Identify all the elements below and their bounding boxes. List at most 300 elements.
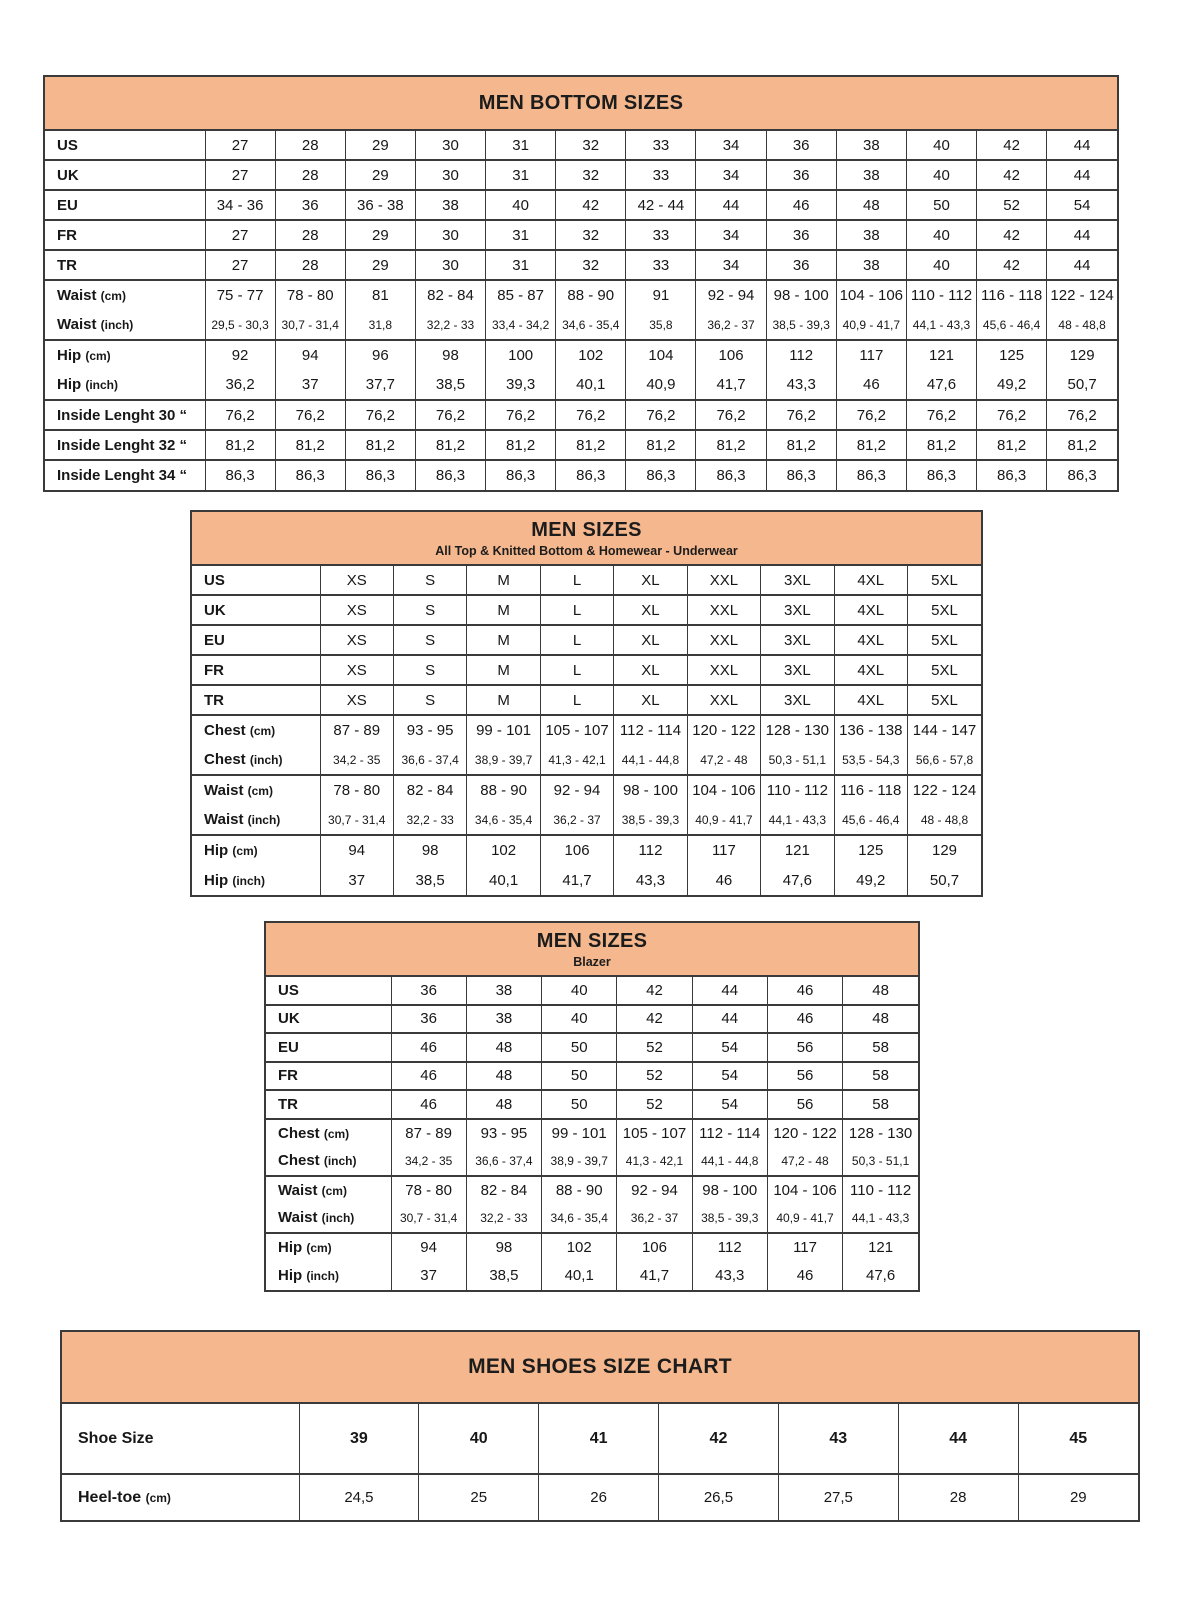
size-cell: 76,2 xyxy=(415,400,485,430)
table-row xyxy=(45,370,1117,400)
size-cell: 48 - 48,8 xyxy=(908,805,982,835)
size-cell: 40,1 xyxy=(467,865,540,895)
size-cell: 44,1 - 44,8 xyxy=(692,1147,767,1176)
size-cell: 88 - 90 xyxy=(542,1176,617,1205)
size-cell: 4XL xyxy=(834,595,907,625)
table-row xyxy=(192,805,981,835)
size-cell: 46 xyxy=(767,1261,842,1290)
size-cell: 122 - 124 xyxy=(1047,280,1117,310)
size-cell: 44 xyxy=(1047,250,1117,280)
size-cell: 34,6 - 35,4 xyxy=(542,1204,617,1233)
size-cell: 36 xyxy=(275,190,345,220)
size-cell: 102 xyxy=(556,340,626,370)
size-cell: 81,2 xyxy=(836,430,906,460)
size-cell: S xyxy=(393,595,466,625)
size-cell: 81,2 xyxy=(486,430,556,460)
size-cell: 38,5 xyxy=(466,1261,541,1290)
size-cell: 39,3 xyxy=(486,370,556,400)
size-cell: 87 - 89 xyxy=(391,1119,466,1148)
size-cell: 117 xyxy=(767,1233,842,1262)
size-cell: 128 - 130 xyxy=(843,1119,918,1148)
table-row xyxy=(192,625,981,655)
table-row xyxy=(45,190,1117,220)
size-cell: 121 xyxy=(906,340,976,370)
size-cell: 34 - 36 xyxy=(205,190,275,220)
size-cell: 47,2 - 48 xyxy=(767,1147,842,1176)
size-cell: 81 xyxy=(345,280,415,310)
size-cell: 112 - 114 xyxy=(614,715,687,745)
size-cell: 4XL xyxy=(834,685,907,715)
row-label: Chest (inch) xyxy=(204,751,283,768)
size-cell: 76,2 xyxy=(836,400,906,430)
size-cell: 38,5 - 39,3 xyxy=(692,1204,767,1233)
size-cell: 36 xyxy=(766,160,836,190)
size-cell: 81,2 xyxy=(696,430,766,460)
table-row xyxy=(62,1403,1138,1474)
size-cell: 38 xyxy=(466,976,541,1005)
size-cell: 94 xyxy=(275,340,345,370)
size-cell: 92 - 94 xyxy=(696,280,766,310)
size-cell: 81,2 xyxy=(977,430,1047,460)
table-row xyxy=(192,595,981,625)
size-cell: 81,2 xyxy=(906,430,976,460)
size-cell: 50 xyxy=(906,190,976,220)
size-cell: 76,2 xyxy=(696,400,766,430)
table-row xyxy=(266,1204,918,1233)
size-cell: 31 xyxy=(486,160,556,190)
row-label-unit: (cm) xyxy=(306,1240,332,1255)
size-cell: 85 - 87 xyxy=(486,280,556,310)
size-cell: 5XL xyxy=(908,565,982,595)
table-row xyxy=(45,310,1117,340)
row-label: US xyxy=(45,130,205,160)
table-subtitle: All Top & Knitted Bottom & Homewear - Underwear xyxy=(435,543,738,558)
size-cell: XL xyxy=(614,595,687,625)
size-cell: 105 - 107 xyxy=(617,1119,692,1148)
size-cell: 102 xyxy=(542,1233,617,1262)
size-cell: XL xyxy=(614,565,687,595)
row-label: TR xyxy=(266,1090,391,1119)
row-label: Waist (cm) xyxy=(45,280,205,310)
men-sizes-blazer-table xyxy=(264,921,920,1292)
table-row xyxy=(45,130,1117,160)
size-cell: 120 - 122 xyxy=(687,715,760,745)
size-cell: 54 xyxy=(692,1033,767,1062)
table-row xyxy=(192,775,981,805)
size-cell: 44,1 - 43,3 xyxy=(761,805,834,835)
size-cell: S xyxy=(393,565,466,595)
size-cell: 81,2 xyxy=(205,430,275,460)
size-cell: 128 - 130 xyxy=(761,715,834,745)
row-label: US xyxy=(266,976,391,1005)
size-cell: 40 xyxy=(419,1403,539,1474)
row-label: FR xyxy=(266,1062,391,1091)
size-grid xyxy=(266,975,918,1290)
size-cell: 98 - 100 xyxy=(766,280,836,310)
size-cell: 56 xyxy=(767,1033,842,1062)
row-label-unit: (cm) xyxy=(321,1183,347,1198)
size-cell: XXL xyxy=(687,625,760,655)
size-cell: 42 xyxy=(659,1403,779,1474)
table-row xyxy=(192,685,981,715)
size-cell: 38 xyxy=(836,130,906,160)
size-cell: 44 xyxy=(692,1005,767,1034)
size-cell: 40,1 xyxy=(556,370,626,400)
size-cell: 48 xyxy=(466,1033,541,1062)
size-cell: 106 xyxy=(696,340,766,370)
size-cell: 44 xyxy=(1047,220,1117,250)
size-cell: 44 xyxy=(1047,160,1117,190)
size-cell: 116 - 118 xyxy=(834,775,907,805)
size-cell: 39 xyxy=(299,1403,419,1474)
size-cell: 46 xyxy=(766,190,836,220)
size-cell: 82 - 84 xyxy=(393,775,466,805)
row-label-unit: (cm) xyxy=(145,1490,171,1505)
size-cell: XXL xyxy=(687,655,760,685)
size-cell: 4XL xyxy=(834,625,907,655)
size-cell: 41,3 - 42,1 xyxy=(617,1147,692,1176)
size-cell: 56 xyxy=(767,1062,842,1091)
size-cell: XS xyxy=(320,565,393,595)
size-cell: 36,2 xyxy=(205,370,275,400)
row-label-unit: (inch) xyxy=(306,1268,340,1283)
size-cell: 102 xyxy=(467,835,540,865)
size-cell: 92 - 94 xyxy=(540,775,613,805)
size-cell: XS xyxy=(320,595,393,625)
size-cell: 100 xyxy=(486,340,556,370)
size-cell: 29 xyxy=(345,250,415,280)
men-shoes-size-chart-table xyxy=(60,1330,1140,1522)
size-cell: 31 xyxy=(486,130,556,160)
size-cell: 81,2 xyxy=(626,430,696,460)
size-cell: 50,7 xyxy=(908,865,982,895)
size-cell: 48 - 48,8 xyxy=(1047,310,1117,340)
size-cell: 41 xyxy=(539,1403,659,1474)
size-cell: 28 xyxy=(898,1474,1018,1520)
size-cell: 96 xyxy=(345,340,415,370)
size-cell: 37 xyxy=(275,370,345,400)
size-cell: S xyxy=(393,655,466,685)
table-subtitle: Blazer xyxy=(573,954,611,969)
table-row xyxy=(266,1005,918,1034)
size-cell: 78 - 80 xyxy=(391,1176,466,1205)
size-cell: L xyxy=(540,565,613,595)
size-cell: 81,2 xyxy=(275,430,345,460)
size-cell: 78 - 80 xyxy=(275,280,345,310)
size-cell: 82 - 84 xyxy=(466,1176,541,1205)
row-label: Hip (inch) xyxy=(204,871,266,889)
table-header-band xyxy=(62,1332,1138,1402)
size-cell: 31 xyxy=(486,250,556,280)
size-cell: 35,8 xyxy=(626,310,696,340)
size-cell: 50,7 xyxy=(1047,370,1117,400)
size-cell: 122 - 124 xyxy=(908,775,982,805)
size-cell: 32,2 - 33 xyxy=(415,310,485,340)
row-label: Shoe Size xyxy=(62,1403,299,1474)
size-cell: 3XL xyxy=(761,565,834,595)
size-grid xyxy=(62,1402,1138,1520)
size-cell: 76,2 xyxy=(486,400,556,430)
size-cell: 92 - 94 xyxy=(617,1176,692,1205)
table-row xyxy=(266,1033,918,1062)
size-cell: L xyxy=(540,685,613,715)
size-cell: 40 xyxy=(906,160,976,190)
size-cell: 78 - 80 xyxy=(320,775,393,805)
size-cell: 40 xyxy=(906,130,976,160)
size-cell: 76,2 xyxy=(275,400,345,430)
size-cell: 129 xyxy=(908,835,982,865)
row-label: Inside Lenght 30 “ xyxy=(45,400,205,430)
table-row xyxy=(192,565,981,595)
size-cell: 38,5 xyxy=(415,370,485,400)
size-cell: 34,6 - 35,4 xyxy=(556,310,626,340)
row-label: Chest (cm) xyxy=(192,715,320,745)
size-cell: 34 xyxy=(696,130,766,160)
size-cell: 40,9 - 41,7 xyxy=(767,1204,842,1233)
row-label: Hip (inch) xyxy=(57,376,119,393)
size-cell: 44,1 - 43,3 xyxy=(906,310,976,340)
row-label: TR xyxy=(192,685,320,715)
size-cell: 98 - 100 xyxy=(692,1176,767,1205)
size-cell: 26,5 xyxy=(659,1474,779,1520)
size-cell: 110 - 112 xyxy=(843,1176,918,1205)
size-cell: 40,9 - 41,7 xyxy=(836,310,906,340)
row-label: Heel-toe (cm) xyxy=(62,1474,299,1520)
table-row xyxy=(266,1062,918,1091)
size-cell: 88 - 90 xyxy=(467,775,540,805)
size-cell: 42 xyxy=(617,976,692,1005)
size-cell: 53,5 - 54,3 xyxy=(834,745,907,775)
size-cell: 50,3 - 51,1 xyxy=(843,1147,918,1176)
size-cell: 40,9 - 41,7 xyxy=(687,805,760,835)
size-cell: XS xyxy=(320,685,393,715)
size-cell: 40 xyxy=(542,976,617,1005)
size-cell: 34 xyxy=(696,160,766,190)
size-cell: 104 - 106 xyxy=(836,280,906,310)
size-cell: 5XL xyxy=(908,685,982,715)
size-cell: 41,7 xyxy=(540,865,613,895)
size-cell: 30 xyxy=(415,250,485,280)
size-cell: XXL xyxy=(687,595,760,625)
size-cell: 40 xyxy=(906,220,976,250)
size-cell: 105 - 107 xyxy=(540,715,613,745)
size-cell: 125 xyxy=(977,340,1047,370)
size-cell: 91 xyxy=(626,280,696,310)
size-cell: 36 - 38 xyxy=(345,190,415,220)
size-cell: 104 xyxy=(626,340,696,370)
size-cell: 38 xyxy=(466,1005,541,1034)
size-cell: 50 xyxy=(542,1062,617,1091)
size-cell: 32 xyxy=(556,130,626,160)
size-cell: 45 xyxy=(1018,1403,1138,1474)
size-grid xyxy=(192,564,981,895)
size-cell: 98 xyxy=(415,340,485,370)
row-label: Hip (inch) xyxy=(278,1266,340,1284)
size-cell: 42 xyxy=(977,250,1047,280)
size-cell: 36,6 - 37,4 xyxy=(466,1147,541,1176)
size-cell: 117 xyxy=(836,340,906,370)
size-cell: 42 xyxy=(617,1005,692,1034)
size-cell: 33 xyxy=(626,160,696,190)
size-cell: 129 xyxy=(1047,340,1117,370)
size-cell: 88 - 90 xyxy=(556,280,626,310)
row-label: Waist (inch) xyxy=(57,316,134,333)
size-cell: 86,3 xyxy=(696,460,766,490)
size-cell: 76,2 xyxy=(205,400,275,430)
size-cell: 27 xyxy=(205,250,275,280)
size-cell: XL xyxy=(614,655,687,685)
table-row xyxy=(45,160,1117,190)
size-cell: 44,1 - 44,8 xyxy=(614,745,687,775)
table-row xyxy=(192,835,981,865)
size-cell: 4XL xyxy=(834,565,907,595)
size-cell: 144 - 147 xyxy=(908,715,982,745)
size-cell: XL xyxy=(614,685,687,715)
size-cell: 43,3 xyxy=(614,865,687,895)
size-cell: 52 xyxy=(617,1033,692,1062)
size-cell: 40,9 xyxy=(626,370,696,400)
size-cell: 41,3 - 42,1 xyxy=(540,745,613,775)
size-cell: 47,6 xyxy=(843,1261,918,1290)
size-cell: 38,5 - 39,3 xyxy=(766,310,836,340)
size-cell: 46 xyxy=(687,865,760,895)
row-label-unit: (cm) xyxy=(323,1126,350,1141)
size-cell: M xyxy=(467,685,540,715)
size-cell: 5XL xyxy=(908,595,982,625)
size-cell: 106 xyxy=(617,1233,692,1262)
size-cell: 32 xyxy=(556,220,626,250)
size-cell: 86,3 xyxy=(556,460,626,490)
size-cell: 32,2 - 33 xyxy=(466,1204,541,1233)
size-cell: 76,2 xyxy=(906,400,976,430)
row-label: Hip (cm) xyxy=(192,835,320,865)
size-cell: 38,9 - 39,7 xyxy=(542,1147,617,1176)
size-cell: 30,7 - 31,4 xyxy=(320,805,393,835)
size-cell: 75 - 77 xyxy=(205,280,275,310)
size-cell: 36,2 - 37 xyxy=(540,805,613,835)
size-cell: 81,2 xyxy=(766,430,836,460)
row-label-unit: (inch) xyxy=(232,873,266,888)
size-cell: 112 xyxy=(766,340,836,370)
size-cell: 29 xyxy=(345,160,415,190)
row-label: Waist (inch) xyxy=(204,811,281,828)
size-cell: 48 xyxy=(466,1090,541,1119)
size-cell: 40 xyxy=(486,190,556,220)
row-label-unit: (cm) xyxy=(247,784,273,798)
size-cell: 104 - 106 xyxy=(767,1176,842,1205)
size-cell: 47,6 xyxy=(761,865,834,895)
table-row xyxy=(192,865,981,895)
size-cell: 86,3 xyxy=(906,460,976,490)
table-row xyxy=(45,430,1117,460)
size-cell: 48 xyxy=(843,976,918,1005)
size-cell: 42 xyxy=(977,130,1047,160)
table-row xyxy=(266,1176,918,1205)
size-cell: M xyxy=(467,655,540,685)
size-cell: 31 xyxy=(486,220,556,250)
size-cell: M xyxy=(467,595,540,625)
size-cell: 94 xyxy=(391,1233,466,1262)
size-cell: 125 xyxy=(834,835,907,865)
size-cell: 37 xyxy=(320,865,393,895)
size-cell: 42 xyxy=(977,220,1047,250)
size-cell: 104 - 106 xyxy=(687,775,760,805)
row-label-unit: (inch) xyxy=(321,1211,355,1226)
size-cell: 30 xyxy=(415,130,485,160)
size-cell: 46 xyxy=(767,1005,842,1034)
size-cell: 81,2 xyxy=(415,430,485,460)
table-title: MEN SIZES xyxy=(531,518,642,541)
table-header-band xyxy=(45,77,1117,129)
size-cell: 32,2 - 33 xyxy=(393,805,466,835)
size-cell: 42 xyxy=(556,190,626,220)
size-cell: 46 xyxy=(767,976,842,1005)
size-cell: 58 xyxy=(843,1090,918,1119)
row-label-unit: (cm) xyxy=(100,289,126,303)
size-cell: 49,2 xyxy=(834,865,907,895)
size-cell: 93 - 95 xyxy=(466,1119,541,1148)
table-row xyxy=(45,280,1117,310)
size-cell: 86,3 xyxy=(486,460,556,490)
size-cell: 5XL xyxy=(908,625,982,655)
men-bottom-sizes-table xyxy=(43,75,1119,492)
size-cell: 58 xyxy=(843,1062,918,1091)
size-cell: 48 xyxy=(843,1005,918,1034)
size-cell: 86,3 xyxy=(345,460,415,490)
size-cell: 50,3 - 51,1 xyxy=(761,745,834,775)
size-cell: 98 - 100 xyxy=(614,775,687,805)
size-cell: 25 xyxy=(419,1474,539,1520)
size-cell: 46 xyxy=(836,370,906,400)
table-row xyxy=(62,1474,1138,1520)
size-cell: 116 - 118 xyxy=(977,280,1047,310)
size-cell: 81,2 xyxy=(556,430,626,460)
size-cell: 28 xyxy=(275,250,345,280)
size-cell: S xyxy=(393,625,466,655)
row-label-unit: (inch) xyxy=(323,1154,357,1169)
size-cell: 136 - 138 xyxy=(834,715,907,745)
size-cell: 52 xyxy=(617,1062,692,1091)
size-cell: 34,6 - 35,4 xyxy=(467,805,540,835)
size-cell: 38 xyxy=(836,220,906,250)
table-header-band xyxy=(192,512,981,564)
row-label: Waist (cm) xyxy=(266,1176,391,1205)
size-cell: 5XL xyxy=(908,655,982,685)
size-cell: 3XL xyxy=(761,685,834,715)
table-row xyxy=(266,1233,918,1262)
size-cell: 81,2 xyxy=(1047,430,1117,460)
table-row xyxy=(45,460,1117,490)
row-label: TR xyxy=(45,250,205,280)
size-cell: 30 xyxy=(415,220,485,250)
row-label: FR xyxy=(45,220,205,250)
table-row xyxy=(192,745,981,775)
size-cell: 33 xyxy=(626,220,696,250)
size-cell: XXL xyxy=(687,685,760,715)
size-cell: 44 xyxy=(696,190,766,220)
size-cell: 38,9 - 39,7 xyxy=(467,745,540,775)
size-cell: 99 - 101 xyxy=(542,1119,617,1148)
table-title: MEN SHOES SIZE CHART xyxy=(468,1355,732,1378)
size-cell: 54 xyxy=(1047,190,1117,220)
row-label: EU xyxy=(45,190,205,220)
size-cell: 34,2 - 35 xyxy=(391,1147,466,1176)
size-cell: 58 xyxy=(843,1033,918,1062)
size-cell: 27 xyxy=(205,160,275,190)
size-cell: 50 xyxy=(542,1090,617,1119)
size-cell: 36 xyxy=(391,1005,466,1034)
row-label-unit: (cm) xyxy=(249,724,276,738)
